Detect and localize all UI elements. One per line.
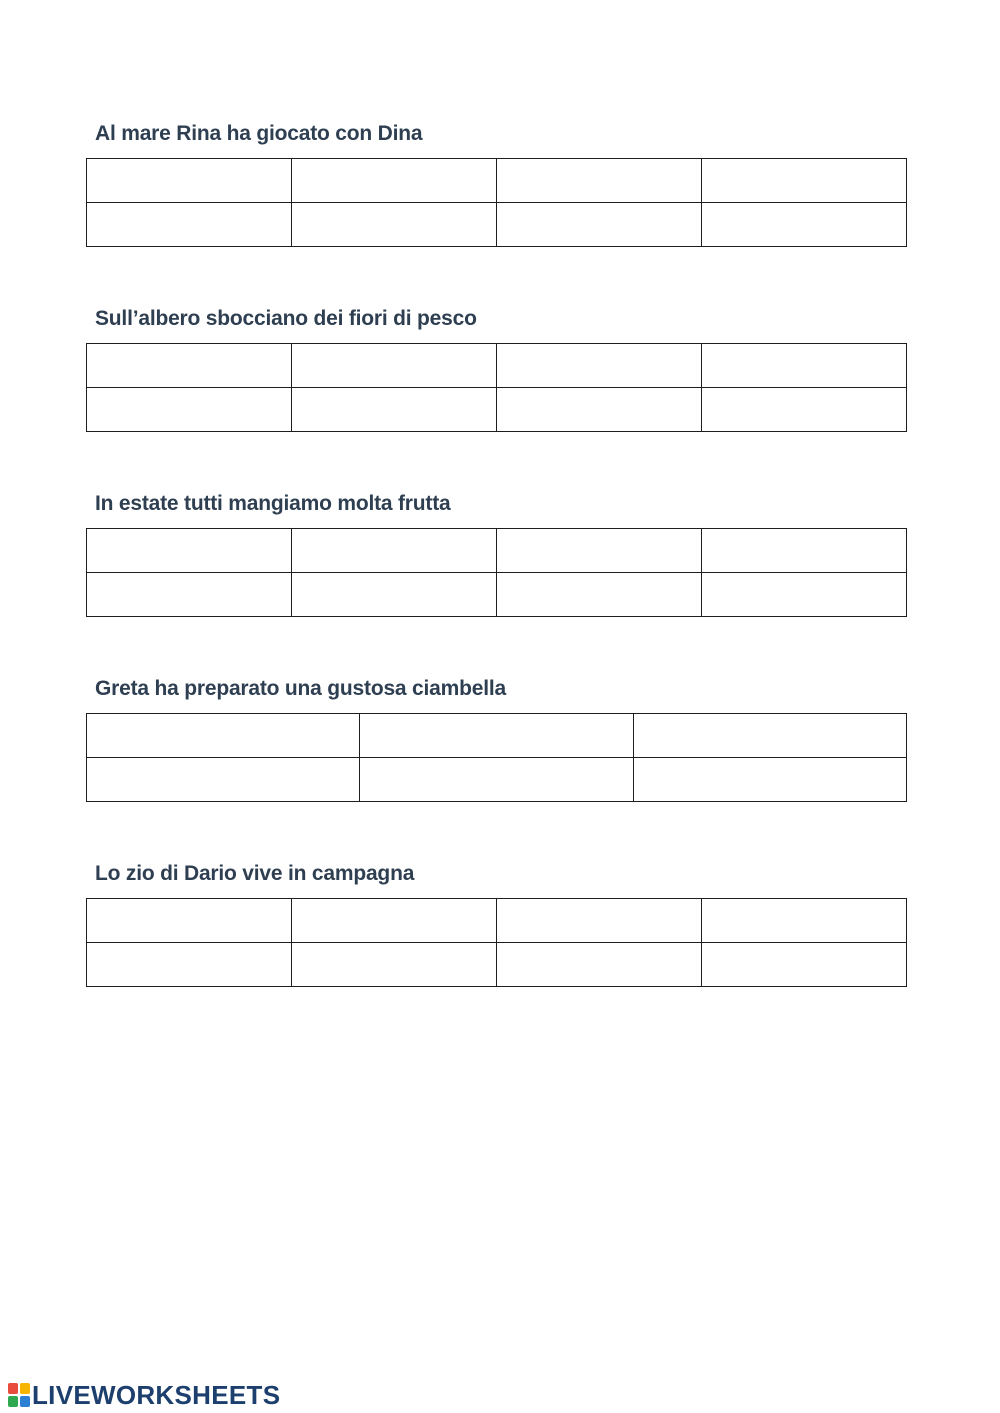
answer-cell[interactable] [292,159,497,203]
answer-cell[interactable] [702,573,907,617]
exercise-sentence: In estate tutti mangiamo molta frutta [95,492,451,515]
grid-row [87,388,907,432]
grid-row [87,943,907,987]
answer-cell[interactable] [87,159,292,203]
answer-cell[interactable] [702,899,907,943]
answer-grid [86,528,907,617]
answer-cell[interactable] [497,388,702,432]
answer-cell[interactable] [497,203,702,247]
answer-cell[interactable] [360,758,633,802]
answer-cell[interactable] [497,573,702,617]
liveworksheets-logo[interactable] [8,1381,280,1409]
answer-cell[interactable] [87,344,292,388]
answer-grid [86,343,907,432]
answer-cell[interactable] [292,943,497,987]
answer-cell[interactable] [87,529,292,573]
grid-row [87,529,907,573]
answer-cell[interactable] [633,758,906,802]
grid-row [87,758,907,802]
answer-cell[interactable] [497,529,702,573]
answer-cell[interactable] [360,714,633,758]
answer-cell[interactable] [87,203,292,247]
brand-name: LIVEWORKSHEETS [32,1379,281,1410]
answer-cell[interactable] [292,203,497,247]
grid-row [87,714,907,758]
exercise-sentence: Al mare Rina ha giocato con Dina [95,122,423,145]
exercise-sentence: Sull’albero sbocciano dei fiori di pesco [95,307,477,330]
answer-cell[interactable] [292,344,497,388]
answer-cell[interactable] [702,344,907,388]
liveworksheets-logo-icon [8,1383,30,1407]
answer-cell[interactable] [87,943,292,987]
answer-grid [86,898,907,987]
answer-cell[interactable] [87,714,360,758]
exercise-sentence: Greta ha preparato una gustosa ciambella [95,677,506,700]
answer-cell[interactable] [87,573,292,617]
answer-cell[interactable] [702,388,907,432]
grid-row [87,159,907,203]
answer-cell[interactable] [702,943,907,987]
grid-row [87,203,907,247]
grid-row [87,899,907,943]
answer-cell[interactable] [497,943,702,987]
answer-cell[interactable] [87,388,292,432]
answer-cell[interactable] [497,159,702,203]
answer-cell[interactable] [633,714,906,758]
answer-cell[interactable] [497,344,702,388]
answer-cell[interactable] [292,388,497,432]
grid-row [87,573,907,617]
answer-grid [86,713,907,802]
answer-cell[interactable] [87,758,360,802]
answer-cell[interactable] [292,899,497,943]
answer-cell[interactable] [702,159,907,203]
answer-cell[interactable] [292,529,497,573]
answer-cell[interactable] [702,203,907,247]
answer-cell[interactable] [497,899,702,943]
grid-row [87,344,907,388]
answer-cell[interactable] [702,529,907,573]
exercise-sentence: Lo zio di Dario vive in campagna [95,862,415,885]
answer-grid [86,158,907,247]
answer-cell[interactable] [87,899,292,943]
answer-cell[interactable] [292,573,497,617]
